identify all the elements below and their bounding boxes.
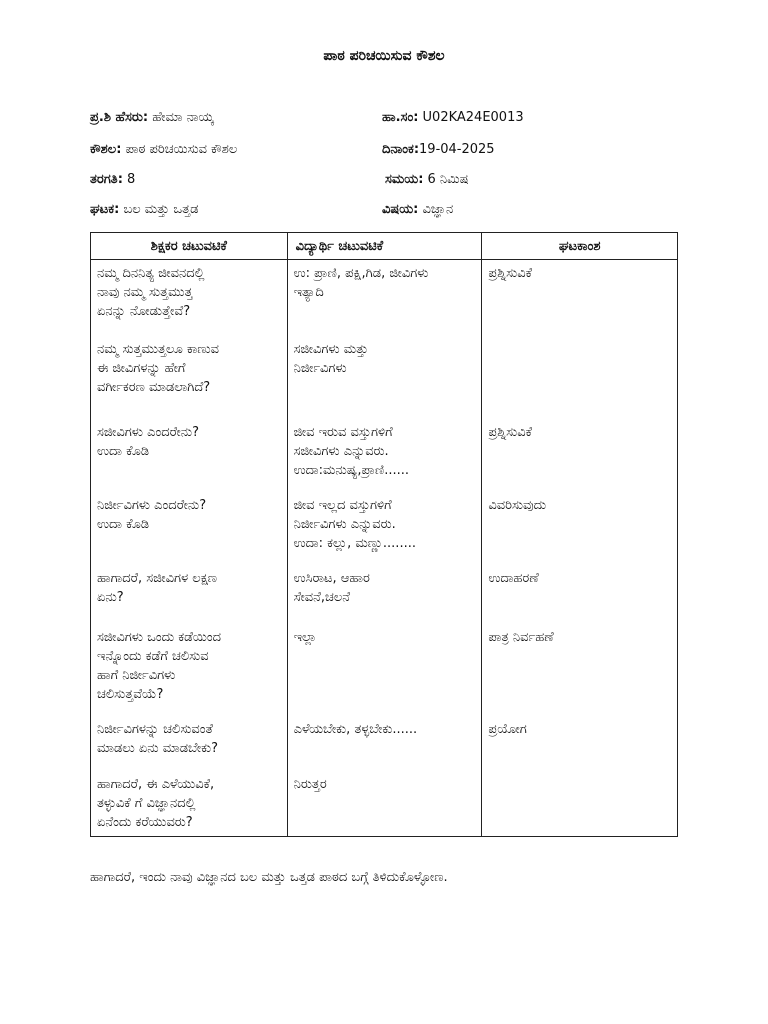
- component-cell: ಪ್ರಶ್ನಿಸುವಿಕೆ: [488, 266, 532, 281]
- student-activity-cell: ಉ: ಪ್ರಾಣಿ, ಪಕ್ಷಿ,ಗಿಡ, ಜೀವಿಗಳು ಇತ್ಯಾದಿ: [293, 266, 429, 300]
- class-field: [90, 172, 135, 187]
- student-activity-cell: ಜೀವ ಇಲ್ಲದ ವಸ್ತುಗಳಿಗೆ ನಿರ್ಜೀವಿಗಳು ಎನ್ನುವರು. ಉದಾ: ಕಲ್ಲು, ಮಣ್ಣು........: [293, 498, 416, 551]
- subject-label: ವಿಷಯ:: [382, 202, 419, 217]
- component-cell: [488, 340, 671, 423]
- unit-value: ಬಲ ಮತ್ತು ಒತ್ತಡ: [119, 202, 199, 217]
- student-activity-cell: ಉಸಿರಾಟ, ಆಹಾರ ಸೇವನೆ,ಚಲನೆ: [293, 571, 370, 605]
- student-activity-cell: ನಿರುತ್ತರ: [293, 777, 327, 792]
- unit-label: ಘಟಕ:: [90, 202, 120, 217]
- teacher-activity-cell: ಹಾಗಾದರೆ, ಈ ಎಳೆಯುವಿಕೆ, ತಳ್ಳುವಿಕೆ ಗೆ ವಿಜ್ಞಾನದಲ್ಲಿ ಏನೆಂದು ಕರೆಯುವರು?: [97, 777, 215, 830]
- registration-number-field: [382, 110, 524, 125]
- table-header-row: [91, 233, 678, 260]
- subject-value: ವಿಜ್ಞಾನ: [418, 202, 454, 217]
- teacher-activity-cell: ಸಜೀವಿಗಳು ಎಂದರೇನು? ಉದಾ ಕೊಡಿ: [97, 425, 200, 459]
- registration-number-label: ಹಾ.ಸಂ:: [382, 110, 419, 125]
- teacher-activity-cell: ನಿರ್ಜೀವಿಗಳನ್ನು ಚಲಿಸುವಂತೆ ಮಾಡಲು ಏನು ಮಾಡಬೇಕು?: [97, 722, 219, 756]
- component-cell: ಪ್ರಯೋಗ: [488, 722, 527, 737]
- subject-field: [382, 202, 453, 217]
- teacher-activity-column: [91, 260, 288, 837]
- registration-number-value: U02KA24E0013: [418, 110, 524, 125]
- header-component: ಘಟಕಾಂಶ: [482, 233, 678, 260]
- lesson-plan-table: [90, 232, 678, 837]
- student-activity-cell: ಎಳೆಯಬೇಕು, ತಳ್ಳಬೇಕು......: [293, 722, 418, 737]
- teacher-name-field: [90, 110, 214, 125]
- skill-label: ಕೌಶಲ:: [90, 142, 122, 157]
- date-label: ದಿನಾಂಕ:: [382, 142, 420, 157]
- class-value: 8: [122, 172, 136, 187]
- closing-statement: ಹಾಗಾದರೆ, ಇಂದು ನಾವು ವಿಜ್ಞಾನದ ಬಲ ಮತ್ತು ಒತ್ತಡ ಪಾಠದ ಬಗ್ಗೆ ತಿಳಿದುಕೊಳ್ಳೋಣ.: [90, 870, 448, 885]
- header-student-activity: ವಿದ್ಯಾರ್ಥಿ ಚಟುವಟಿಕೆ: [287, 233, 482, 260]
- teacher-activity-cell: ಸಜೀವಿಗಳು ಒಂದು ಕಡೆಯಿಂದ ಇನ್ನೊಂದು ಕಡೆಗೆ ಚಲಿಸುವ ಹಾಗೆ ನಿರ್ಜೀವಿಗಳು ಚಲಿಸುತ್ತವೆಯೆ?: [97, 630, 222, 702]
- table-body-row: [91, 260, 678, 837]
- skill-value: ಪಾಠ ಪರಿಚಯಿಸುವ ಕೌಶಲ: [121, 142, 238, 157]
- teacher-activity-cell: ನಿರ್ಜೀವಿಗಳು ಎಂದರೇನು? ಉದಾ ಕೊಡಿ: [97, 498, 207, 532]
- skill-field: [90, 142, 237, 157]
- date-field: [382, 142, 495, 157]
- class-label: ತರಗತಿ:: [90, 172, 123, 187]
- teacher-activity-cell: ಹಾಗಾದರೆ, ಸಜೀವಿಗಳ ಲಕ್ಷಣ ಏನು?: [97, 571, 217, 605]
- student-activity-cell: ಸಜೀವಿಗಳು ಮತ್ತು ನಿರ್ಜೀವಿಗಳು: [293, 342, 369, 376]
- time-field: [385, 172, 468, 187]
- student-activity-cell: ಜೀವ ಇರುವ ವಸ್ತುಗಳಿಗೆ ಸಜೀವಿಗಳು ಎನ್ನುವರು. ಉದಾ:ಮನುಷ್ಯ,ಪ್ರಾಣಿ......: [293, 425, 409, 478]
- component-cell: ಪಾತ್ರ ನಿರ್ವಹಣೆ: [488, 630, 554, 645]
- teacher-name-label: ಪ್ರ.ಶಿ ಹೆಸರು:: [90, 110, 149, 125]
- header-teacher-activity: ಶಿಕ್ಷಕರ ಚಟುವಟಿಕೆ: [91, 233, 288, 260]
- component-cell: ಉದಾಹರಣೆ: [488, 571, 539, 586]
- teacher-activity-cell: ನಮ್ಮ ದಿನನಿತ್ಯ ಜೀವನದಲ್ಲಿ ನಾವು ನಮ್ಮ ಸುತ್ತಮುತ್ತ ಏನನ್ನು ನೋಡುತ್ತೇವೆ?: [97, 266, 205, 319]
- teacher-activity-cell: ನಮ್ಮ ಸುತ್ತಮುತ್ತಲೂ ಕಾಣುವ ಈ ಜೀವಿಗಳನ್ನು ಹೇಗೆ ವರ್ಗೀಕರಣ ಮಾಡಲಾಗಿದೆ?: [97, 342, 220, 395]
- unit-field: [90, 202, 198, 217]
- student-activity-cell: ಇಲ್ಲಾ: [293, 630, 317, 645]
- teacher-name-value: ಹೇಮಾ ನಾಯ್ಕ: [148, 110, 214, 125]
- page-title: ಪಾಠ ಪರಿಚಯಿಸುವ ಕೌಶಲ: [323, 48, 445, 64]
- time-label: ಸಮಯ:: [385, 172, 424, 187]
- component-cell: ವಿವರಿಸುವುದು: [488, 498, 547, 513]
- time-value: 6 ನಿಮಿಷ: [423, 172, 469, 187]
- date-value: 19-04-2025: [419, 142, 495, 157]
- component-column: [482, 260, 678, 837]
- student-activity-column: [287, 260, 482, 837]
- component-cell: ಪ್ರಶ್ನಿಸುವಿಕೆ: [488, 425, 532, 440]
